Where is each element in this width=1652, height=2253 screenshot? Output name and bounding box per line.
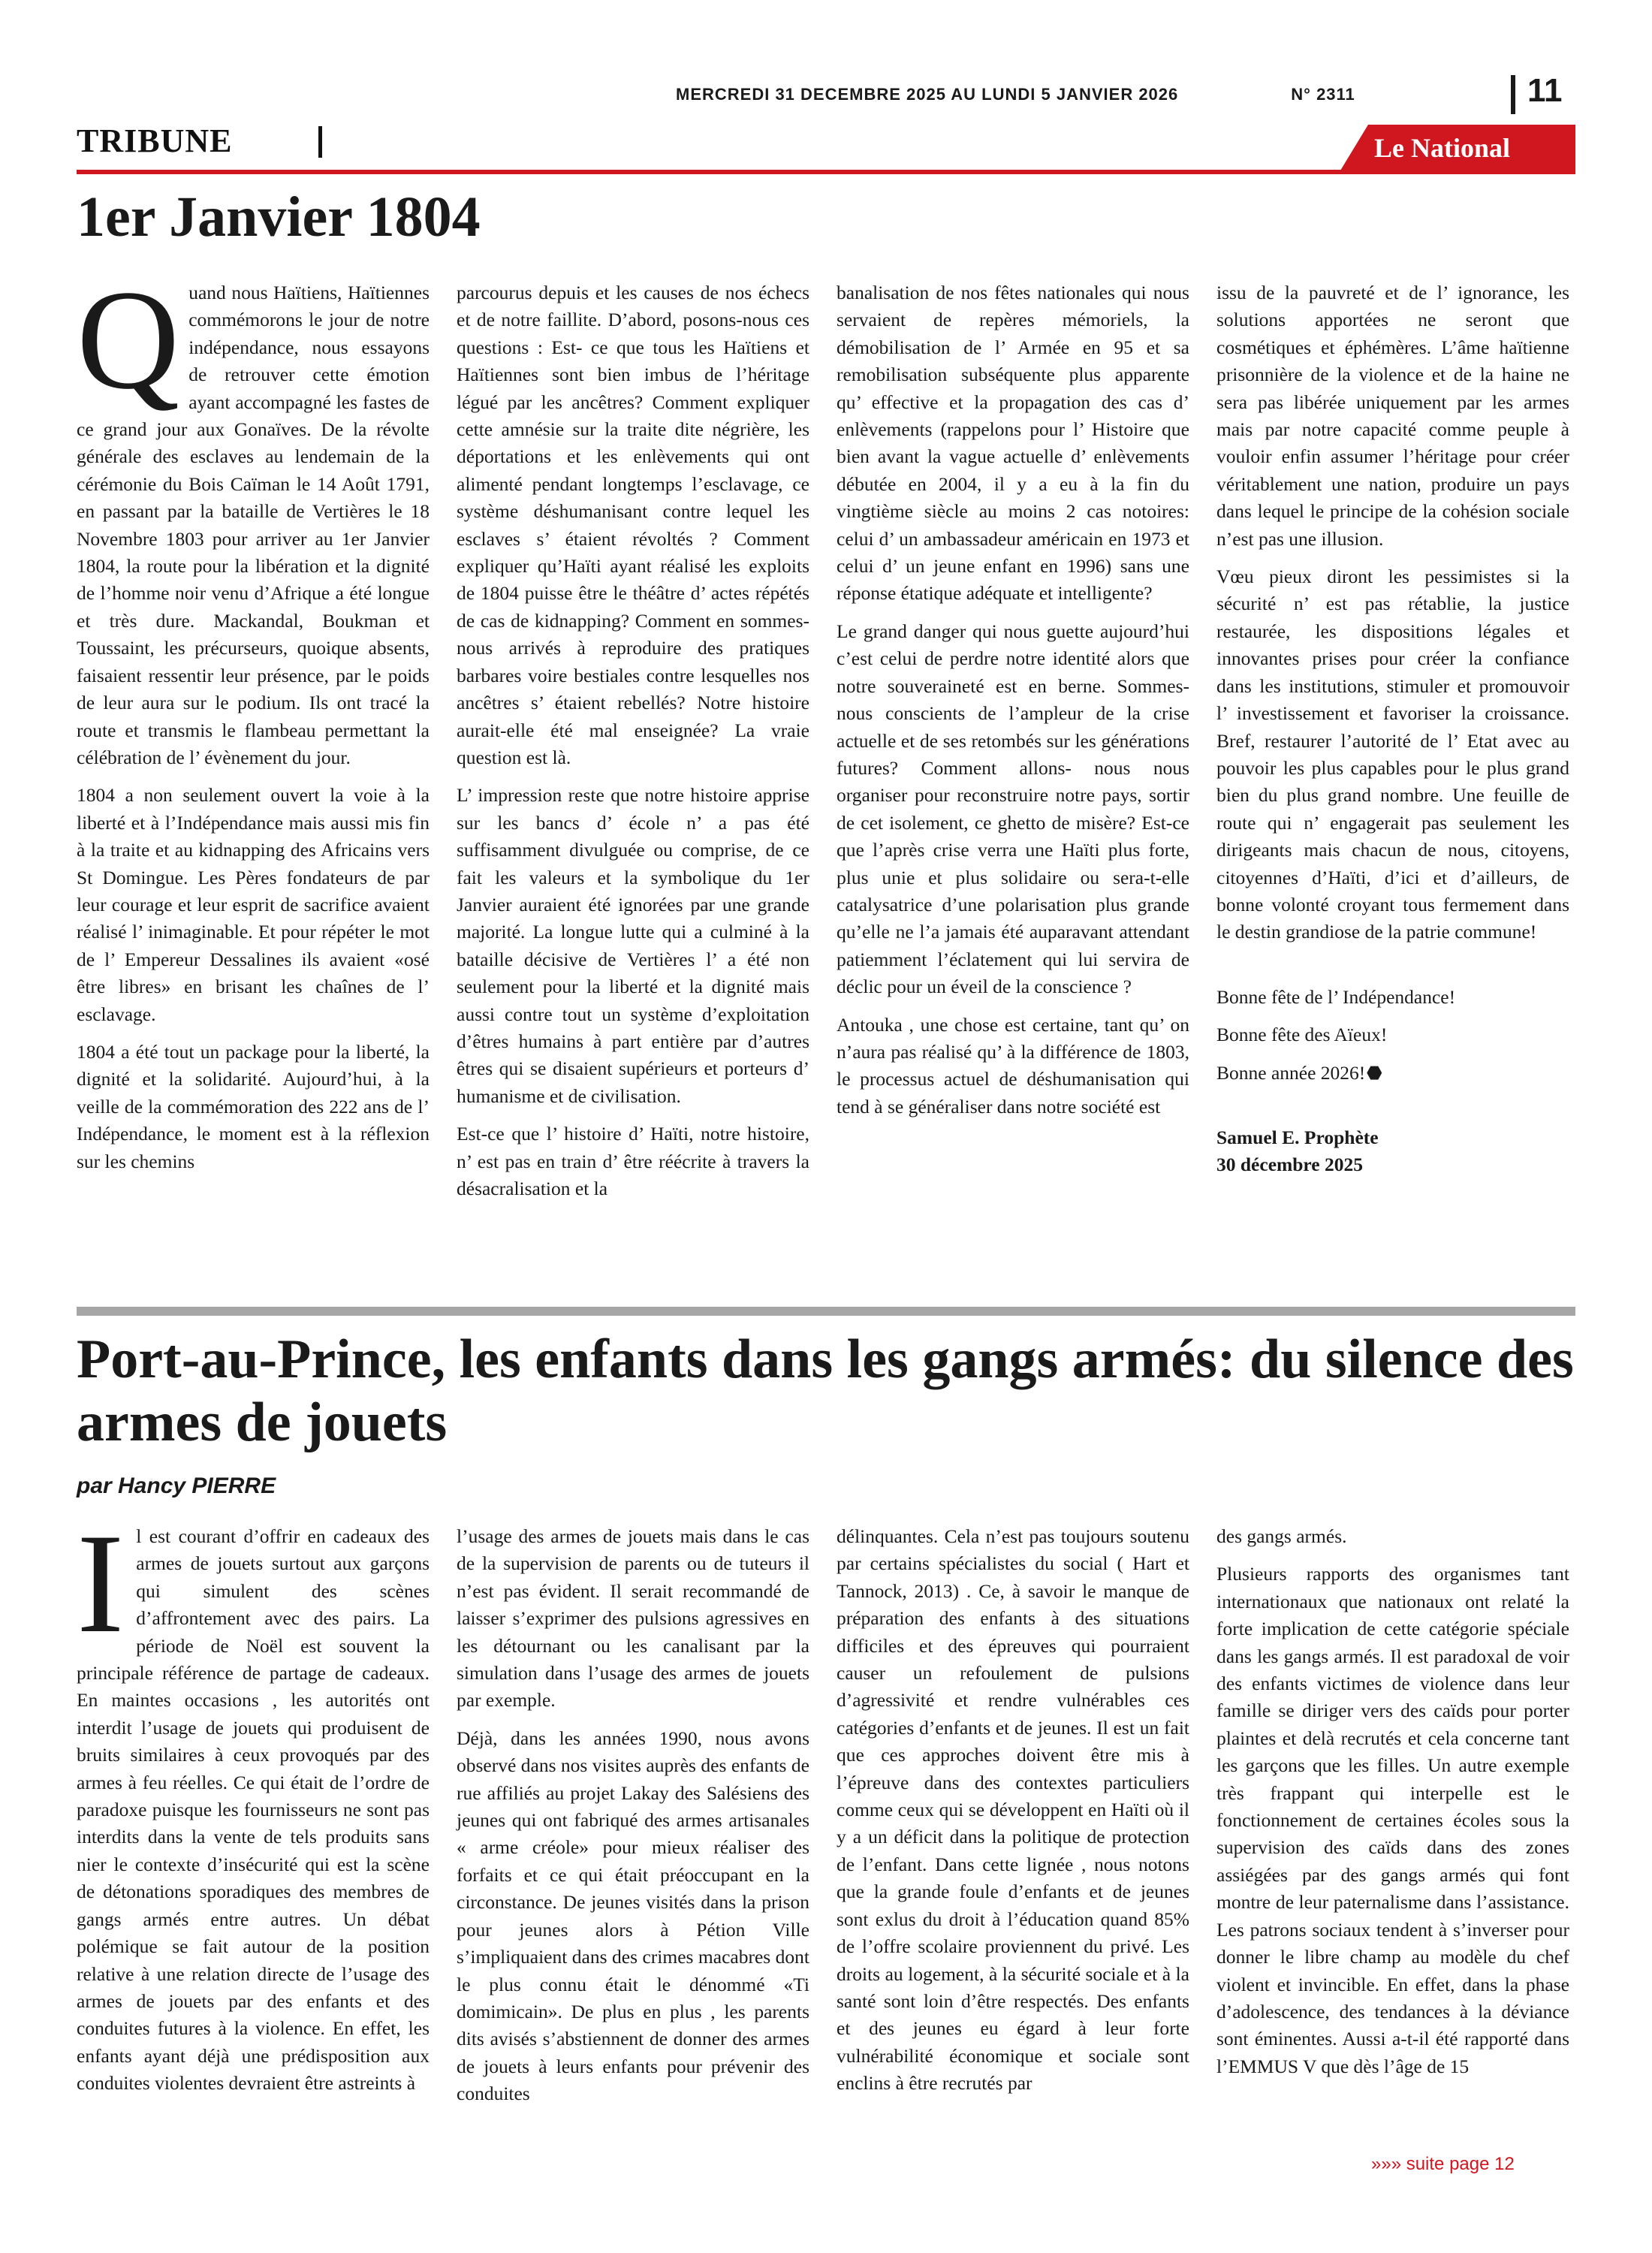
brand-name: Le National <box>1374 133 1511 163</box>
article1-paragraph: 1804 a non seulement ouvert la voie à la liberté et à l’Indépendance mais aussi mis fin à la traite et au kidnapping des Africains vers St Domingue. Les Pères fondateurs de par leur courage et leur esprit de sacrifice avaient réalisé l’ inimaginable. Et pour répéter le mot de l’ Empereur Dessalines ils avaient «osé être libres» en brisant les chaînes de l’ esclavage. <box>77 784 430 1025</box>
page-number: 11 <box>1527 72 1563 109</box>
end-of-article-icon <box>1367 1066 1382 1081</box>
article1-author: Samuel E. Prophète <box>1216 1126 1379 1148</box>
article1-paragraph: parcourus depuis et les causes de nos échecs et de notre faillite. D’abord, posons-nous ces questions : Est- ce que tous les Haïtiens et Haïtiennes sont bien imbus de l’héritage légué par les ancêtres? Comment expliquer cette amnésie sur la traite dite négrière, les déportations et les enlèvements qui ont alimenté pendant longtemps l’esclavage, ce système déshumanisant contre lequel les esclaves s’ étaient révoltés ? Comment expliquer qu’Haïti ayant réalisé les exploits de 1804 puisse être le théâtre d’ actes répétés de cas de kidnapping? Comment en sommes- nous arrivés à reproduire des pratiques barbares voire bestiales contre lesquelles nos ancêtres s’ étaient rebellés? Notre histoire aurait-elle été mal enseignée? La vraie question est là. <box>457 282 809 768</box>
article1-paragraph: banalisation de nos fêtes nationales qui nous servaient de repères mémoriels, la démobilisation de l’ Armée en 95 et sa remobilisation subséquente plus apparente qu’ effective et la propagation des cas d’ enlèvements (rappelons pour l’ Histoire que bien avant la vague actuelle d’ enlèvements débutée en 2004, il y a eu à la fin du vingtième siècle au moins 2 cas notoires: celui d’ un ambassadeur américain en 1973 et celui d’ un jeune enfant en 1996) sans une réponse étatique adéquate et intelligente? <box>837 282 1189 605</box>
article1-body <box>77 261 1575 1202</box>
article1-title: 1er Janvier 1804 <box>77 185 481 249</box>
article2-paragraph: Déjà, dans les années 1990, nous avons observé dans nos visites auprès des enfants de rue affiliés au projet Lakay des Salésiens des jeunes qui ont fabriqué des armes artisanales « arme créole» pour mieux réaliser des forfaits et ce qui était préoccupant en la circonstance. De jeunes visités dans la prison pour jeunes alors à Pétion Ville s’impliquaient dans des crimes macabres dont le plus connu était le dénommé «Ti domimicain». De plus en plus , les parents dits avisés s’abstiennent de donner des armes de jouets à leurs enfants pour prévenir des conduites <box>457 1727 809 2105</box>
greeting-line: Bonne année 2026! <box>1216 1060 1569 1087</box>
article1-column-4 <box>1216 279 1569 1202</box>
article2-column-1 <box>77 1505 430 2108</box>
issue-number: N° 2311 <box>1291 85 1355 104</box>
article-divider <box>77 1307 1575 1316</box>
article1-paragraph: issu de la pauvreté et de l’ ignorance, les solutions apportées ne seront que cosmétiques et éphémères. L’âme haïtienne prisonnière de la violence et de la haine ne sera pas libérée uniquement par les armes mais par notre capacité comme peuple à vouloir enfin assumer l’héritage pour créer véritablement une nation, produire un pays dans lequel le principe de la cohésion sociale n’est pas une illusion. <box>1216 282 1569 550</box>
greeting-line: Bonne fête de l’ Indépendance! <box>1216 985 1456 1008</box>
section-label-bar <box>318 126 322 158</box>
article2-title: Port-au-Prince, les enfants dans les gangs armés: du silence des armes de jouets <box>77 1329 1574 1453</box>
article1-paragraph: L’ impression reste que notre histoire apprise sur les bancs d’ école n’ a pas été suffisamment divulguée ou comprise, de ce fait les valeurs et la symbolique du 1er Janvier auraient été ignorées par une grande majorité. La longue lutte qui a culminé à la bataille décisive de Vertières l’ a été non seulement pour la liberté et la dignité mais aussi contre tout un système d’exploitation d’êtres humains à part entière par d’autres êtres qui se disaient supérieurs et porteurs d’ humanisme et de civilisation. <box>457 784 809 1107</box>
article2-column-2 <box>457 1523 809 2108</box>
article1-paragraph: Quand nous Haïtiens, Haïtiennes commémorons le jour de notre indépendance, nous essayons de retrouver cette émotion ayant accompagné les fastes de ce grand jour aux Gonaïves. De la révolte générale des esclaves au lendemain de la cérémonie du Bois Caïman le 14 Août 1791, en passant par la bataille de Vertières le 18 Novembre 1803 pour arriver au 1er Janvier 1804, la route pour la libération et la dignité de l’homme noir venu d’Afrique a été longue et très dure. Mackandal, Boukman et Toussaint, les précurseurs, quoique absents, faisaient ressentir leur présence, par le poids de leur aura sur le podium. Ils ont tracé la route et transmis le flambeau permettant la célébration de l’ évènement du jour. <box>77 261 430 768</box>
article2-paragraph: délinquantes. Cela n’est pas toujours soutenu par certains spécialistes du social ( Hart et Tannock, 2013) . Ce, à savoir le manque de préparation des enfants à des situations difficiles et des épreuves qui pourraient causer un refoulement de pulsions d’agressivité et rendre vulnérables ces catégories d’enfants et de jeunes. Il est un fait que ces approches doivent être mis à l’épreuve dans des contextes particuliers comme ceux qui se développent en Haïti où il y a un déficit dans la politique de protection de l’enfant. Dans cette lignée , nous notons que la grande foule d’enfants et de jeunes sont exlus du droit à l’éducation quand 85% de l’offre scolaire proviennent du privé. Les droits au logement, à la sécurité sociale et à la santé sont loin d’être respectés. Des enfants et des jeunes eu égard à leur forte vulnérabilité économique et sociale sont enclins à être recrutés par <box>837 1525 1189 2095</box>
article2-byline: par Hancy PIERRE <box>77 1473 276 1498</box>
article2-dropcap: I <box>77 1505 125 1663</box>
article2-body <box>77 1505 1575 2108</box>
article2-paragraph: l’usage des armes de jouets mais dans le cas de la supervision de parents ou de tuteurs il n’est pas évident. Il serait recommandé de laisser s’exprimer des pulsions agressives en les détournant ou les canalisant par la simulation dans l’usage des armes de jouets par exemple. <box>457 1525 809 1712</box>
article2-paragraph: Plusieurs rapports des organismes tant internationaux que nationaux ont relaté la forte implication de cette catégorie spéciale dans les gangs armés. Il est paradoxal de voir des enfants victimes de violence dans leur famille se diriger vers des caïds pour porter plaintes et delà recrutés et cela concerne tant les garçons que les filles. Un autre exemple très frappant qui interpelle est le fonctionnement de certaines écoles sous la supervision des caïds dans des zones assiégées par des gangs armés qui font montre de leur paternalisme dans l’assistance. Les patrons sociaux tendent à s’inverser pour donner le libre champ au modèle du chef violent et invincible. En effet, dans la phase d’adolescence, des tendances à la déviance sont éminentes. Aussi a-t-il été rapporté dans l’EMMUS V que dès l’âge de 15 <box>1216 1563 1569 2077</box>
article1-column-3 <box>837 279 1189 1202</box>
article2-column-3 <box>837 1523 1189 2108</box>
article1-column-2 <box>457 279 809 1202</box>
issue-dateline <box>676 85 1472 104</box>
greeting-line: Bonne fête des Aïeux! <box>1216 1024 1388 1046</box>
section-label: TRIBUNE <box>77 122 233 159</box>
article2-paragraph: Il est courant d’offrir en cadeaux des armes de jouets surtout aux garçons qui simulent des scènes d’affrontement avec des pairs. La période de Noël est souvent la principale référence de partage de cadeaux. En maintes occasions , les autorités ont interdit l’usage de jouets qui produisent de bruits similaires à ceux provoqués par des armes à feu réelles. Ce qui était de l’ordre de paradoxe puisque les fournisseurs ne sont pas interdits dans la vente de tels produits sans nier le contexte d’insécurité qui est la scène de détonations sporadiques des membres de gangs armés entre autres. Un débat polémique se fait autour de la position relative à une relation directe de l’usage des armes de jouets par des enfants et des conduites futures à la violence. En effet, les enfants ayant déjà une prédisposition aux conduites violentes devraient être astreints à <box>77 1505 430 2095</box>
article1-paragraph: Antouka , une chose est certaine, tant qu’ on n’aura pas réalisé qu’ à la différence de 1803, le processus actuel de déshumanisation qui tend à se généraliser dans notre société est <box>837 1013 1189 1117</box>
issue-date: MERCREDI 31 DECEMBRE 2025 AU LUNDI 5 JANVIER 2026 <box>676 85 1179 104</box>
article1-column-1 <box>77 261 430 1202</box>
continued-on-page: »»» suite page 12 <box>1371 2154 1515 2174</box>
article2-column-4 <box>1216 1523 1569 2108</box>
header-rule <box>77 170 1575 174</box>
article1-dropcap: Q <box>77 261 180 419</box>
article1-paragraph: Est-ce que l’ histoire d’ Haïti, notre histoire, n’ est pas en train d’ être réécrite à travers la désacralisation et la <box>457 1123 809 1199</box>
article1-paragraph: Vœu pieux diront les pessimistes si la sécurité n’ est pas rétablie, la justice restaurée, les dispositions légales et innovantes prises pour créer la confiance dans les institutions, stimuler et promouvoir l’ investissement et favoriser la croissance. Bref, restaurer l’autorité de l’ Etat avec au pouvoir les plus capables pour le plus grand bien du plus grand nombre. Une feuille de route qui n’ engagerait pas seulement les dirigeants mais chacun de nous, citoyens, citoyennes d’Haïti, d’ici et d’ailleurs, de bonne volonté croyant tous fermement dans le destin grandiose de la patrie commune! <box>1216 566 1569 943</box>
page-number-separator <box>1511 75 1515 114</box>
article2-paragraph: des gangs armés. <box>1216 1525 1347 1547</box>
article1-paragraph: Le grand danger qui nous guette aujourd’hui c’est celui de perdre notre identité alors que notre souveraineté est en berne. Sommes-nous conscients de l’ampleur de la crise actuelle et de ses retombés sur les générations futures? Comment allons- nous nous organiser pour reconstruire notre pays, sortir de cet isolement, ce ghetto de misère? Est-ce que l’après crise verra une Haïti plus forte, plus unie et plus solidaire ou sera-t-elle catalysatrice d’une polarisation plus grande qu’elle ne l’a jamais été auparavant attendant patiemment l’éclatement qui lui servira de déclic pour un éveil de la conscience ? <box>837 620 1189 998</box>
article1-paragraph: 1804 a été tout un package pour la liberté, la dignité et la solidarité. Aujourd’hui, à la veille de la commémoration des 222 ans de l’ Indépendance, le moment est à la réflexion sur les chemins <box>77 1040 430 1172</box>
article1-author-date: 30 décembre 2025 <box>1216 1154 1363 1176</box>
